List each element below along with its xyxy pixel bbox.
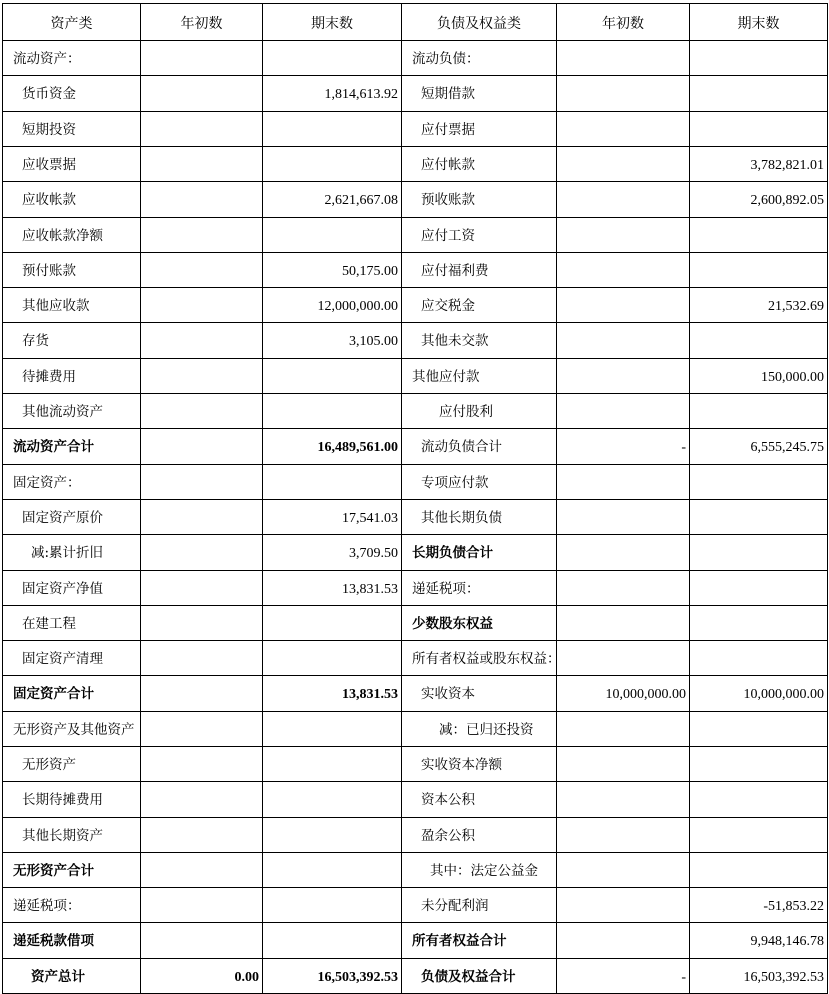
liability-end-value: -51,853.22	[763, 898, 824, 914]
liability-begin-value	[557, 79, 689, 110]
grid-row-line	[2, 640, 828, 641]
grid-row-line	[2, 428, 828, 429]
grid-row-line	[2, 111, 828, 112]
liability-begin-value: -	[681, 969, 686, 985]
liability-begin-value: -	[681, 439, 686, 455]
liability-begin-value	[557, 891, 689, 922]
asset-label: 短期投资	[22, 121, 76, 138]
liability-label: 盈余公积	[421, 827, 475, 844]
liability-begin-value	[557, 291, 689, 322]
liability-end-value	[690, 785, 827, 816]
liability-end-value	[690, 221, 827, 252]
asset-label: 减:累计折旧	[31, 544, 104, 561]
asset-begin-value	[141, 609, 262, 640]
asset-label: 存货	[22, 332, 49, 349]
liability-end-value	[690, 574, 827, 605]
asset-begin-value	[141, 150, 262, 181]
grid-row-line	[2, 746, 828, 747]
asset-begin-value	[141, 221, 262, 252]
asset-begin-value	[141, 185, 262, 216]
grid-row-line	[2, 922, 828, 923]
grid-row-line	[2, 393, 828, 394]
grid-row-line	[2, 887, 828, 888]
grid-row-line	[2, 605, 828, 606]
grid-row-line	[2, 534, 828, 535]
asset-begin-value	[141, 644, 262, 675]
asset-label: 应收帐款净额	[22, 227, 103, 244]
liability-label: 应交税金	[421, 297, 475, 314]
header-asset-end: 期末数	[311, 15, 353, 32]
asset-end-value: 16,489,561.00	[317, 439, 398, 455]
asset-end-value	[263, 115, 401, 146]
asset-end-value	[263, 362, 401, 393]
liability-end-value	[690, 750, 827, 781]
asset-label: 应收票据	[22, 156, 76, 173]
asset-begin-value: 0.00	[234, 969, 259, 985]
asset-end-value: 12,000,000.00	[317, 298, 398, 314]
liability-label: 其中：法定公益金	[430, 862, 538, 879]
asset-begin-value	[141, 291, 262, 322]
asset-label: 固定资产合计	[13, 685, 94, 702]
asset-end-value	[263, 468, 401, 499]
liability-begin-value	[557, 715, 689, 746]
liability-label: 未分配利润	[421, 897, 489, 914]
asset-end-value	[263, 856, 401, 887]
asset-begin-value	[141, 468, 262, 499]
asset-label: 流动资产合计	[13, 438, 94, 455]
liability-begin-value: 10,000,000.00	[605, 686, 686, 702]
grid-row-line	[2, 958, 828, 959]
asset-end-value	[263, 891, 401, 922]
liability-end-value	[690, 609, 827, 640]
asset-label: 预付账款	[22, 262, 76, 279]
liability-label: 短期借款	[421, 85, 475, 102]
asset-label: 待摊费用	[22, 368, 76, 385]
liability-label: 其他长期负债	[421, 509, 502, 526]
liability-label: 预收账款	[421, 191, 475, 208]
asset-label: 递延税款借项	[13, 932, 94, 949]
liability-begin-value	[557, 362, 689, 393]
liability-begin-value	[557, 821, 689, 852]
liability-begin-value	[557, 856, 689, 887]
liability-begin-value	[557, 221, 689, 252]
liability-begin-value	[557, 574, 689, 605]
liability-end-value	[690, 79, 827, 110]
liability-begin-value	[557, 538, 689, 569]
grid-row-line	[2, 75, 828, 76]
liability-begin-value	[557, 785, 689, 816]
grid-row-line	[2, 40, 828, 41]
grid-row-line	[2, 146, 828, 147]
grid-row-line	[2, 570, 828, 571]
liability-end-value: 16,503,392.53	[743, 969, 824, 985]
asset-end-value	[263, 150, 401, 181]
liability-end-value	[690, 856, 827, 887]
asset-end-value	[263, 926, 401, 957]
header-liability-class: 负债及权益类	[437, 15, 521, 32]
liability-begin-value	[557, 609, 689, 640]
liability-end-value	[690, 44, 827, 75]
liability-label: 所有者权益或股东权益：	[412, 650, 561, 667]
liability-end-value	[690, 397, 827, 428]
grid-row-line	[2, 358, 828, 359]
asset-end-value	[263, 609, 401, 640]
liability-label: 资本公积	[421, 791, 475, 808]
grid-row-line	[2, 181, 828, 182]
asset-begin-value	[141, 715, 262, 746]
liability-begin-value	[557, 115, 689, 146]
asset-end-value	[263, 44, 401, 75]
asset-end-value: 2,621,667.08	[324, 192, 398, 208]
liability-end-value: 6,555,245.75	[750, 439, 824, 455]
liability-begin-value	[557, 397, 689, 428]
asset-label: 固定资产原价	[22, 509, 103, 526]
liability-end-value: 3,782,821.01	[750, 157, 824, 173]
liability-begin-value	[557, 256, 689, 287]
asset-begin-value	[141, 750, 262, 781]
asset-label: 固定资产清理	[22, 650, 103, 667]
liability-label: 专项应付款	[421, 474, 489, 491]
grid-row-line	[2, 252, 828, 253]
liability-end-value: 10,000,000.00	[743, 686, 824, 702]
liability-begin-value	[557, 644, 689, 675]
asset-begin-value	[141, 397, 262, 428]
asset-begin-value	[141, 538, 262, 569]
asset-end-value: 50,175.00	[342, 263, 398, 279]
asset-end-value	[263, 644, 401, 675]
asset-label: 固定资产：	[13, 474, 81, 491]
grid-row-line	[2, 852, 828, 853]
liability-label: 长期负债合计	[412, 544, 493, 561]
asset-label: 资产总计	[31, 968, 85, 985]
liability-label: 应付帐款	[421, 156, 475, 173]
grid-row-line	[2, 322, 828, 323]
asset-begin-value	[141, 432, 262, 463]
liability-begin-value	[557, 150, 689, 181]
asset-begin-value	[141, 326, 262, 357]
liability-label: 实收资本	[421, 685, 475, 702]
asset-begin-value	[141, 821, 262, 852]
asset-end-value: 16,503,392.53	[317, 969, 398, 985]
asset-end-value	[263, 397, 401, 428]
asset-begin-value	[141, 256, 262, 287]
liability-label: 流动负债合计	[421, 438, 502, 455]
liability-end-value	[690, 644, 827, 675]
liability-label: 其他未交款	[421, 332, 489, 349]
asset-end-value	[263, 785, 401, 816]
asset-begin-value	[141, 503, 262, 534]
liability-begin-value	[557, 750, 689, 781]
asset-begin-value	[141, 115, 262, 146]
asset-end-value: 3,105.00	[349, 333, 398, 349]
liability-label: 所有者权益合计	[412, 932, 507, 949]
asset-label: 长期待摊费用	[22, 791, 103, 808]
liability-begin-value	[557, 185, 689, 216]
asset-begin-value	[141, 79, 262, 110]
liability-end-value	[690, 538, 827, 569]
liability-end-value: 21,532.69	[768, 298, 824, 314]
asset-label: 递延税项：	[13, 897, 81, 914]
asset-label: 流动资产：	[13, 50, 81, 67]
liability-label: 递延税项：	[412, 580, 480, 597]
grid-row-line	[2, 675, 828, 676]
header-liability-end: 期末数	[737, 15, 780, 32]
asset-label: 无形资产及其他资产	[13, 721, 135, 738]
liability-label: 应付票据	[421, 121, 475, 138]
asset-label: 其他应收款	[22, 297, 90, 314]
liability-begin-value	[557, 926, 689, 957]
grid-row-line	[2, 287, 828, 288]
asset-end-value: 3,709.50	[349, 545, 398, 561]
asset-end-value: 17,541.03	[342, 510, 398, 526]
liability-label: 应付股利	[439, 403, 493, 420]
asset-label: 在建工程	[22, 615, 76, 632]
liability-label: 应付福利费	[421, 262, 489, 279]
asset-label: 其他长期资产	[22, 827, 103, 844]
asset-label: 其他流动资产	[22, 403, 103, 420]
liability-end-value	[690, 115, 827, 146]
asset-label: 固定资产净值	[22, 580, 103, 597]
liability-label: 减：已归还投资	[439, 721, 534, 738]
grid-row-line	[2, 711, 828, 712]
grid-row-line	[2, 499, 828, 500]
liability-label: 负债及权益合计	[421, 968, 516, 985]
asset-end-value	[263, 715, 401, 746]
header-asset-begin: 年初数	[180, 15, 223, 32]
liability-label: 应付工资	[421, 227, 475, 244]
grid-row-line	[2, 781, 828, 782]
asset-begin-value	[141, 44, 262, 75]
header-liability-begin: 年初数	[602, 15, 644, 32]
liability-end-value: 2,600,892.05	[750, 192, 824, 208]
liability-label: 少数股东权益	[412, 615, 493, 632]
asset-begin-value	[141, 574, 262, 605]
asset-begin-value	[141, 926, 262, 957]
liability-begin-value	[557, 468, 689, 499]
grid-row-line	[2, 464, 828, 465]
asset-begin-value	[141, 891, 262, 922]
asset-end-value	[263, 221, 401, 252]
asset-label: 无形资产合计	[13, 862, 94, 879]
asset-label: 货币资金	[22, 85, 76, 102]
asset-end-value: 1,814,613.92	[324, 86, 398, 102]
liability-label: 流动负债：	[412, 50, 480, 67]
asset-begin-value	[141, 856, 262, 887]
asset-end-value: 13,831.53	[342, 581, 398, 597]
liability-label: 实收资本净额	[421, 756, 502, 773]
liability-end-value: 9,948,146.78	[750, 933, 824, 949]
liability-end-value	[690, 256, 827, 287]
asset-begin-value	[141, 679, 262, 710]
liability-end-value: 150,000.00	[761, 369, 824, 385]
grid-row-line	[2, 3, 828, 4]
asset-label: 无形资产	[22, 756, 76, 773]
liability-begin-value	[557, 326, 689, 357]
liability-end-value	[690, 715, 827, 746]
liability-begin-value	[557, 503, 689, 534]
liability-begin-value	[557, 44, 689, 75]
grid-row-line	[2, 217, 828, 218]
asset-label: 应收帐款	[22, 191, 76, 208]
asset-end-value	[263, 750, 401, 781]
asset-begin-value	[141, 362, 262, 393]
liability-end-value	[690, 468, 827, 499]
asset-begin-value	[141, 785, 262, 816]
header-asset-class: 资产类	[50, 15, 93, 32]
liability-end-value	[690, 503, 827, 534]
liability-label: 其他应付款	[412, 368, 480, 385]
liability-end-value	[690, 326, 827, 357]
asset-end-value: 13,831.53	[342, 686, 398, 702]
grid-row-line	[2, 817, 828, 818]
liability-end-value	[690, 821, 827, 852]
asset-end-value	[263, 821, 401, 852]
